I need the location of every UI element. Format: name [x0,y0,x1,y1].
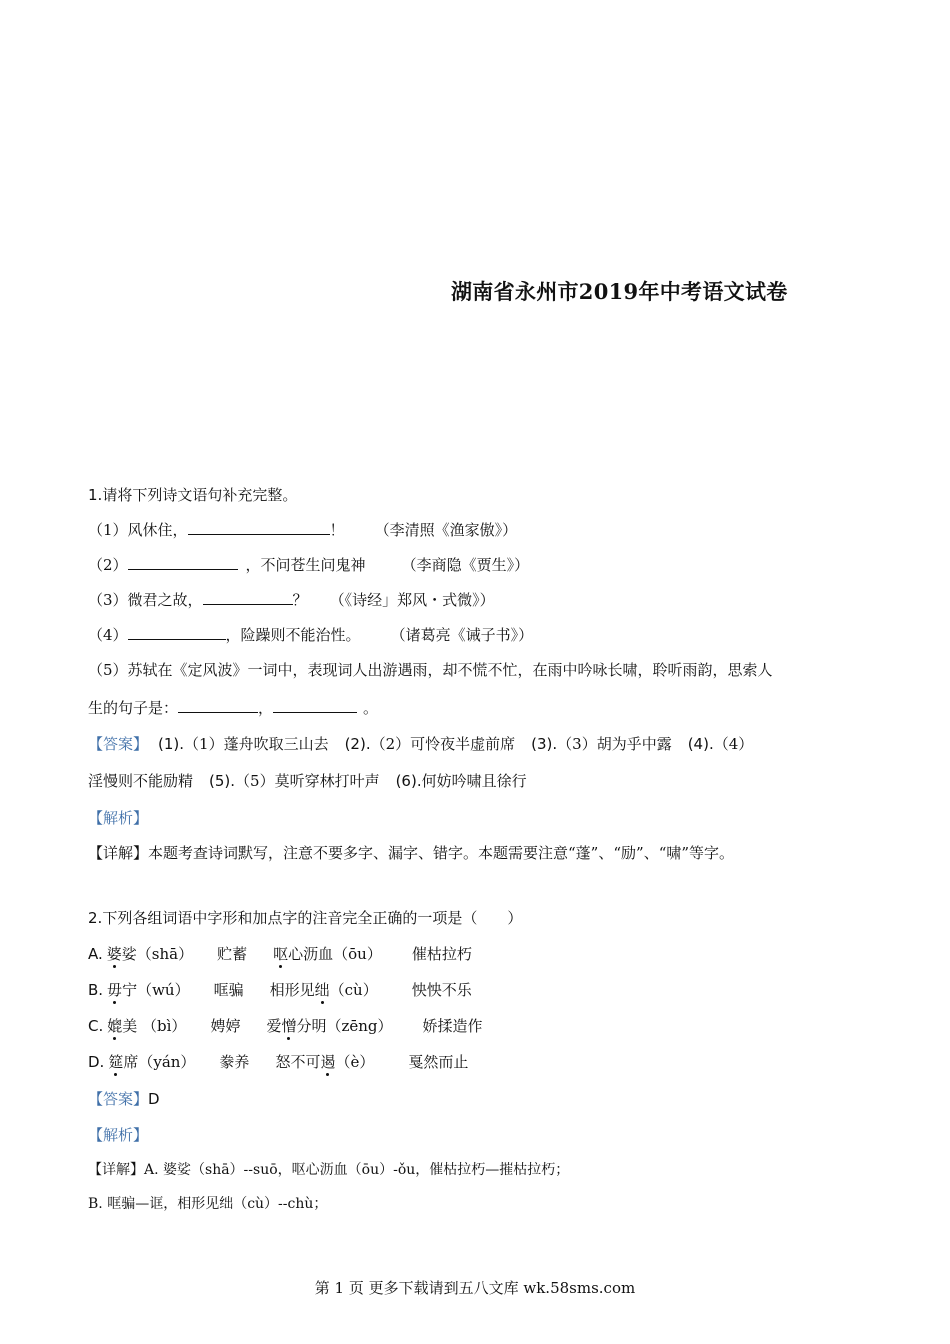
option-word: 席（yán） [123,1053,196,1071]
option-word: （cù） [329,981,378,999]
q1-detail [88,843,734,863]
page-footer: 第 1 页 更多下载请到五八文库 wk.58sms.com [314,1279,636,1297]
q1-item-1 [88,520,517,540]
answer-text: D [148,1090,160,1108]
answer-text: 何妨吟啸且徐行 [421,772,527,790]
answer-index: (6). [395,772,422,790]
answer-blank[interactable] [188,520,330,535]
option-word: 哐骗 [213,981,244,999]
option-word: 怒不可 [275,1053,321,1071]
item-prefix: （1）风休住， [88,521,188,539]
q1-answer-line-2 [88,771,527,791]
option-word: 相形见 [269,981,315,999]
q1-item-2 [88,555,529,575]
option-word: 宁（wú） [122,981,190,999]
option-label: D. [88,1053,105,1071]
item-source: （李清照《渔家傲》） [374,521,518,539]
answer-index: (2). [344,735,371,753]
option-word: 娉婷 [210,1017,241,1035]
item-suffix: ？ [292,591,308,609]
item-source: （《诗经」郑风・式微》） [329,591,495,609]
option-word: 娑（shā） [121,945,194,963]
analysis-tag: 【解析】 [88,1126,149,1144]
option-label: A. [88,945,103,963]
answer-index: (1). [158,735,185,753]
item-suffix: ！ [329,521,345,539]
q1-answer-line-1 [88,734,753,754]
q2-detail-2: B. 哐骗—诓，相形见绌（cù）--chù； [88,1196,328,1212]
answer-text: （5）莫听穿林打叶声 [235,772,380,790]
question-text: 请将下列诗文语句补充完整。 [102,486,298,504]
option-word: 豢养 [219,1053,250,1071]
option-word: 分明（zēng） [296,1017,393,1035]
dotted-char: 绌 [314,981,330,999]
q2-option-b[interactable] [88,980,472,1000]
answer-tag: 【答案】 [88,1090,149,1108]
dotted-char: 遏 [320,1053,336,1071]
answer-blank[interactable] [178,698,258,713]
detail-text: 本题考查诗词默写，注意不要多字、漏字、错字。本题需要注意“蓬”、“励”、“啸”等字。 [148,844,735,862]
detail-tag: 【详解】 [88,844,149,862]
answer-text: （4） [713,735,754,753]
answer-index: (4). [687,735,714,753]
dotted-char: 憎 [281,1017,297,1035]
option-label: C. [88,1017,104,1035]
item-prefix: （4） [88,626,128,644]
q2-answer [88,1089,160,1109]
option-word: 心沥血（ōu） [288,945,382,963]
question-number: 2. [88,909,103,927]
item-suffix: ，险躁则不能治性。 [225,626,361,644]
item-prefix: 生的句子是： [88,699,179,717]
q1-item-4 [88,625,533,645]
item-source: （诸葛亮《诫子书》） [390,626,534,644]
option-word: 美 （bì） [122,1017,187,1035]
dotted-char: 媲 [107,1017,123,1035]
option-word: （è） [335,1053,375,1071]
q1-item-5-line-2 [88,698,378,718]
option-word: 戛然而止 [408,1053,469,1071]
answer-tag: 【答案】 [88,735,149,753]
item-separator: ， [258,699,274,717]
analysis-tag: 【解析】 [88,809,149,827]
page-title: 湖南省永州市2019年中考语文试卷 [451,279,788,304]
item-source: （李商隐《贾生》） [401,556,530,574]
q2-option-d[interactable] [88,1052,468,1072]
item-suffix: ，不问苍生问鬼神 [245,556,366,574]
answer-text: （3）胡为乎中露 [557,735,672,753]
answer-text: 淫慢则不能励精 [88,772,194,790]
dotted-char: 呕 [273,945,289,963]
dotted-char: 婆 [106,945,122,963]
question-1-stem [88,485,297,505]
option-word: 催枯拉朽 [411,945,472,963]
option-word: 爱 [266,1017,282,1035]
q2-option-a[interactable] [88,944,472,964]
detail-text: A. 婆娑（shā）--suō，呕心沥血（ōu）-ǒu，催枯拉朽—摧枯拉朽； [144,1162,570,1178]
answer-index: (5). [209,772,236,790]
answer-blank[interactable] [128,625,226,640]
answer-text: （1）蓬舟吹取三山去 [184,735,329,753]
dotted-char: 筵 [108,1053,124,1071]
q2-detail-1 [88,1160,569,1180]
answer-blank[interactable] [273,698,357,713]
answer-text: （2）可怜夜半虚前席 [370,735,516,753]
dotted-char: 毋 [107,981,123,999]
item-suffix: 。 [363,699,379,717]
question-number: 1. [88,486,103,504]
item-prefix: （3）微君之故， [88,591,203,609]
option-word: 贮蓄 [217,945,248,963]
q1-item-3 [88,590,495,610]
option-label: B. [88,981,104,999]
question-2-stem [88,908,522,928]
detail-tag: 【详解】 [88,1162,144,1178]
answer-blank[interactable] [203,590,293,605]
answer-blank[interactable] [128,555,238,570]
question-text: 下列各组词语中字形和加点字的注音完全正确的一项是（ ） [102,909,523,927]
answer-index: (3). [531,735,558,753]
option-word: 娇揉造作 [422,1017,483,1035]
item-prefix: （2） [88,556,128,574]
q1-item-5-line-1: （5）苏轼在《定风波》一词中，表现词人出游遇雨，却不慌不忙，在雨中吟咏长啸，聆听雨韵，思索人 [88,661,773,679]
q2-option-c[interactable] [88,1016,483,1036]
option-word: 怏怏不乐 [411,981,472,999]
